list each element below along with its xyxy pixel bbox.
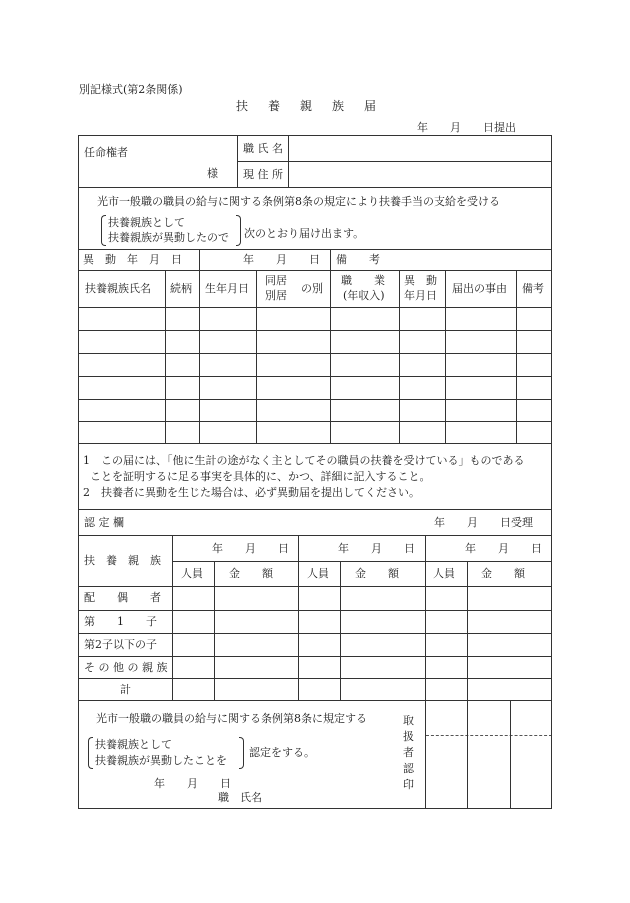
- handler-char: 取: [403, 714, 414, 727]
- col-dependent-name: 扶養親族氏名: [85, 282, 151, 295]
- title-char: 届: [364, 99, 377, 113]
- approval-option-1: 扶養親族として: [95, 738, 172, 751]
- approval-option-2: 扶養親族が異動したことを: [95, 754, 227, 767]
- change-date-value: 年 月 日: [243, 253, 320, 266]
- note-1: 1 この届には、「他に生計の途がなく主としてその職員の扶養を受けている」ものである: [83, 454, 525, 467]
- name-field[interactable]: [290, 137, 549, 159]
- row-other-relatives: そ の 他 の 親 族: [84, 661, 168, 674]
- option-dependent-changed: 扶養親族が異動したので: [108, 231, 229, 244]
- col-job-1: 職 業: [341, 274, 385, 287]
- row-spouse: 配 偶 者: [84, 591, 161, 604]
- col-reason: 届出の事由: [452, 282, 507, 295]
- cert-date-3: 年 月 日: [465, 542, 542, 555]
- form-reference: 別記様式(第2条関係): [79, 83, 183, 96]
- approval-suffix: 認定をする。: [249, 746, 315, 759]
- submission-date: 年 月 日提出: [417, 121, 516, 134]
- declaration-suffix: 次のとおり届け出ます。: [244, 227, 365, 240]
- cert-label: 認 定 欄: [84, 516, 124, 529]
- title-char: 親: [300, 99, 313, 113]
- right-brace: [236, 215, 241, 246]
- change-date-label: 異 動 年 月 日: [83, 253, 182, 266]
- handler-char: 扱: [403, 730, 414, 743]
- title-char: 養: [268, 99, 281, 113]
- people-header: 人員: [307, 567, 329, 580]
- approval-date: 年 月 日: [154, 777, 231, 790]
- address-field[interactable]: [290, 163, 549, 185]
- appointer-label: 任命権者: [84, 146, 128, 159]
- handler-char: 認: [403, 762, 414, 775]
- address-label: 現 住 所: [243, 168, 283, 181]
- people-header: 人員: [181, 567, 203, 580]
- approval-text: 光市一般職の職員の給与に関する条例第8条に規定する: [96, 712, 367, 725]
- col-job-2: (年収入): [343, 289, 385, 302]
- col-move-1: 異 動: [404, 274, 437, 287]
- left-brace: [88, 737, 93, 769]
- people-header: 人員: [433, 567, 455, 580]
- col-relation: 続柄: [170, 282, 192, 295]
- remarks-label: 備 考: [336, 253, 380, 266]
- col-move-2: 年月日: [404, 289, 437, 302]
- page-title: [236, 99, 376, 113]
- honorific-sama: 様: [207, 167, 218, 180]
- dependents-header: 扶 養 親 族: [84, 554, 161, 567]
- amount-header: 金 額: [229, 567, 273, 580]
- row-total: 計: [120, 683, 131, 696]
- received-date: 年 月 日受理: [434, 516, 533, 529]
- name-label: 職 氏 名: [243, 142, 283, 155]
- col-cohab-1: 同居: [265, 274, 287, 287]
- col-remarks: 備考: [522, 282, 544, 295]
- title-char: 扶: [236, 99, 249, 113]
- note-2: 2 扶養者に異動を生じた場合は、必ず異動届を提出してください。: [83, 486, 420, 499]
- option-as-dependent: 扶養親族として: [108, 216, 185, 229]
- note-1-cont: ことを証明するに足る事実を具体的に、かつ、詳細に記入すること。: [90, 470, 431, 483]
- cert-date-1: 年 月 日: [212, 542, 289, 555]
- col-birthdate: 生年月日: [205, 282, 249, 295]
- col-cohab-2: 別居: [265, 289, 287, 302]
- handler-char: 者: [403, 746, 414, 759]
- col-cohab-3: の別: [301, 282, 323, 295]
- left-brace: [101, 215, 106, 246]
- handler-seal-label: [403, 714, 417, 791]
- amount-header: 金 額: [355, 567, 399, 580]
- cert-date-2: 年 月 日: [338, 542, 415, 555]
- handler-char: 印: [403, 778, 414, 791]
- row-first-child: 第 1 子: [84, 615, 157, 628]
- right-brace: [239, 737, 244, 769]
- title-char: 族: [332, 99, 345, 113]
- declaration-text: 光市一般職の職員の給与に関する条例第8条の規定により扶養手当の支給を受ける: [97, 195, 500, 208]
- row-other-children: 第2子以下の子: [84, 638, 157, 651]
- officer-name-label: 職 氏名: [218, 791, 262, 804]
- amount-header: 金 額: [481, 567, 525, 580]
